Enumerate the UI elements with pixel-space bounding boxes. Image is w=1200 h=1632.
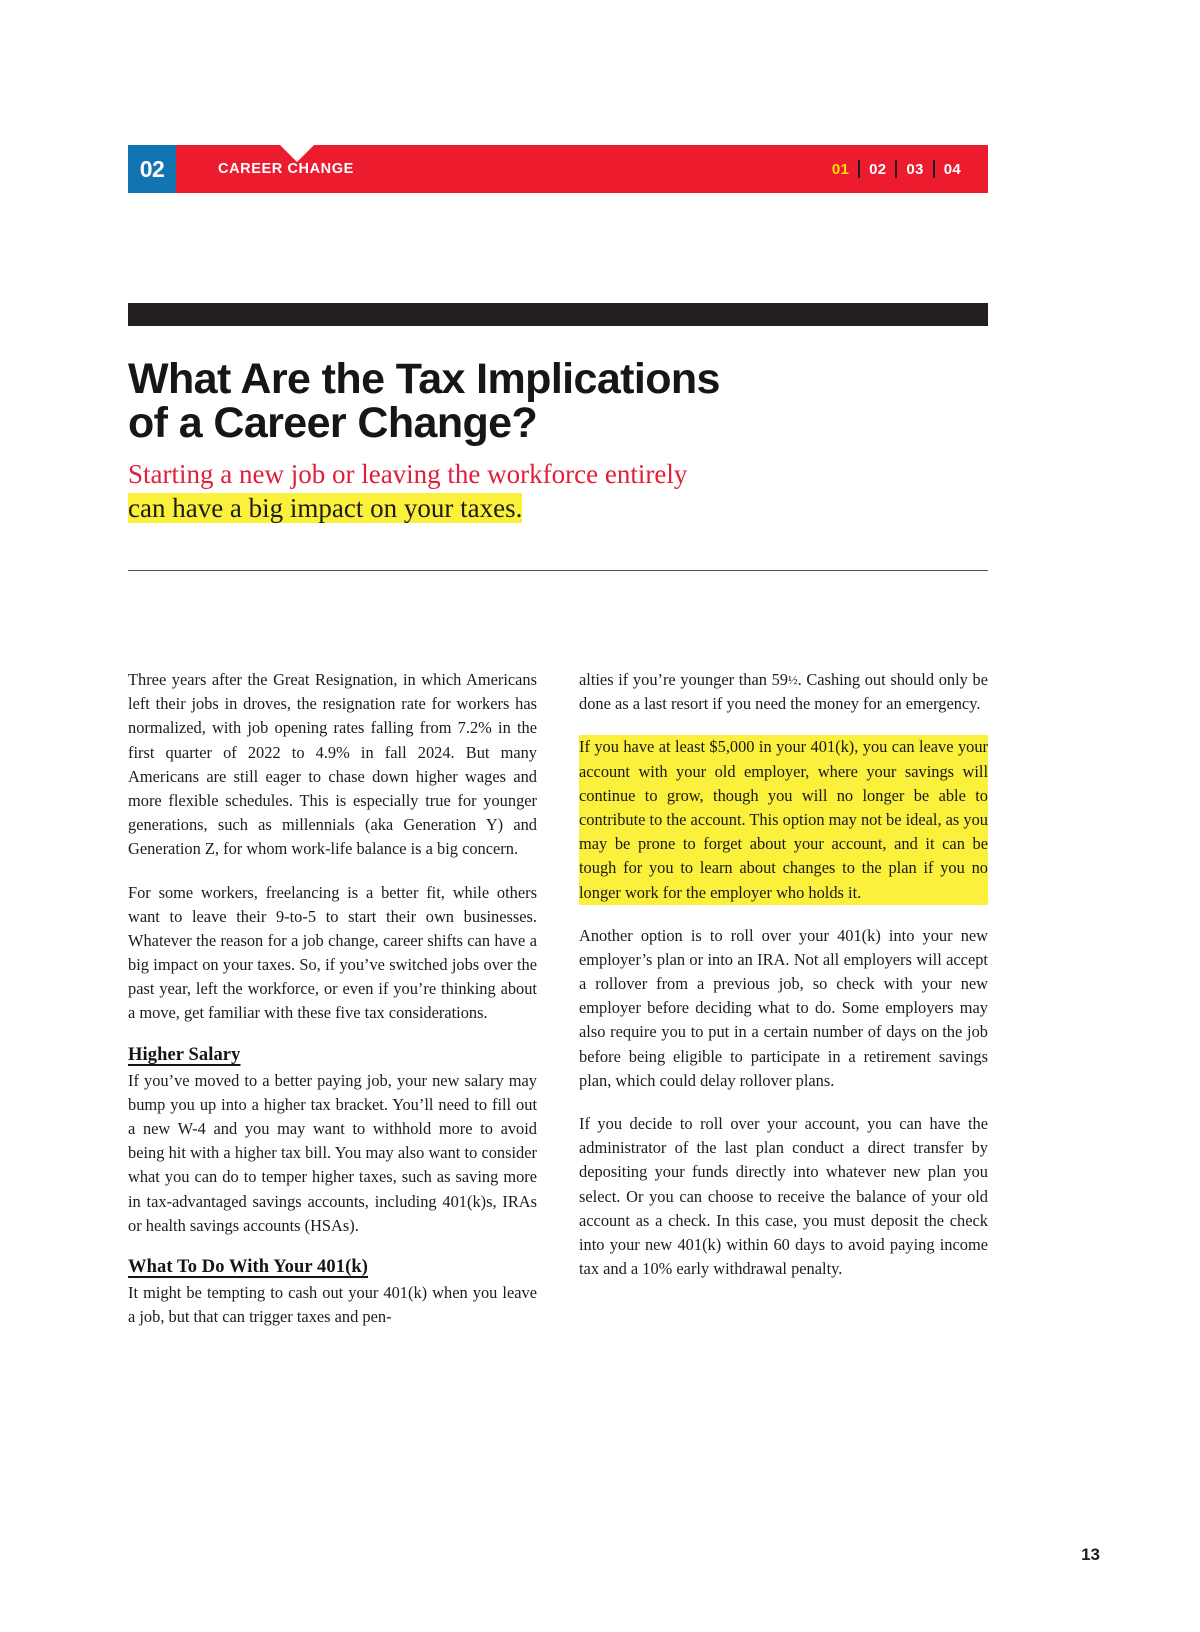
paragraph-text-part-1: alties if you’re younger than 59 (579, 670, 788, 689)
deck-line-2-wrapper (128, 491, 858, 526)
body-paragraph-continued (579, 668, 988, 716)
paragraph-text-part-2: . Cashing out should only be done as a last resort if you need the money for an emergency. (579, 670, 988, 714)
page-number: 13 (1081, 1545, 1100, 1564)
chapter-number-chip (128, 145, 176, 193)
deck-line-2: can have a big impact on your taxes. (128, 493, 523, 524)
article-title-block (128, 355, 998, 526)
fraction-one-half: ½ (788, 672, 798, 687)
highlighted-paragraph: If you have at least $5,000 in your 401(k), you can leave your account with your old employer, where your savings will continue to grow, though you will no longer be able to contribute to the account. This option may not be ideal, as you may be prone to forget about your account, and it can be tough for you to learn about changes to the plan if you no longer work for the employer who holds it. (579, 735, 988, 904)
pager-item-01[interactable]: 01 (831, 160, 850, 178)
pager-item-04[interactable]: 04 (943, 160, 961, 178)
title-divider-rule (128, 570, 988, 571)
left-column (128, 668, 537, 1329)
deck-line-1: Starting a new job or leaving the workforce entirely (128, 458, 688, 489)
banner-notch-triangle-icon (280, 145, 314, 162)
chapter-number-label: 02 (139, 155, 165, 182)
section-label: CAREER CHANGE (218, 161, 354, 177)
body-paragraph: If you’ve moved to a better paying job, your new salary may bump you up into a higher tax bracket. You’ll need to fill out a new W-4 and you may want to withhold more to avoid being hit with a higher tax bill. You may also want to consider what you can do to temper higher taxes, such as saving more in tax-advantaged savings accounts, including 401(k)s, IRAs or health savings accounts (HSAs). (128, 1070, 537, 1235)
body-paragraph: Another option is to roll over your 401(k) into your new employer’s plan or into an IRA. Not all employers will accept a rollover from a previous job, so check with your new employer before deciding what to do. Some employers may also require you to put in a certain number of days on the job before being eligible to participate in a retirement savings plan, which could delay rollover plans. (579, 925, 988, 1090)
subheading-what-to-do-with-your-401k: What To Do With Your 401(k) (128, 1256, 369, 1277)
body-paragraph: Three years after the Great Resignation, in which Americans left their jobs in droves, the resignation rate for workers has normalized, with job opening rates falling from 7.2% in the first quarter of 2022 to 4.9% in fall 2024. But many Americans are still eager to chase down higher wages and more flexible schedules. This is especially true for younger generations, such as millennials (aka Generation Y) and Generation Z, for whom work-life balance is a big concern. (128, 670, 537, 859)
body-paragraph: If you decide to roll over your account, you can have the administrator of the last plan conduct a direct transfer by depositing your funds directly into whatever new plan you select. Or you can choose to receive the balance of your old account as a check. In this case, you must deposit the check into your new 401(k) within 60 days to avoid paying income tax and a 10% early withdrawal penalty. (579, 1114, 988, 1279)
section-banner (176, 145, 988, 193)
headline-line-2: of a Career Change? (128, 398, 538, 447)
right-column (579, 668, 988, 1329)
pager-item-02[interactable]: 02 (869, 160, 887, 178)
headline-line-1: What Are the Tax Implications (128, 355, 720, 403)
section-pager (823, 160, 970, 178)
body-paragraph: For some workers, freelancing is a better fit, while others want to leave their 9-to-5 to start their own businesses. Whatever the reason for a job change, career shifts can have a big impact on your taxes. So, if you’ve switched jobs over the past year, left the workforce, or even if you’re thinking about a move, get familiar with these five tax considerations. (128, 882, 537, 1023)
pager-item-03[interactable]: 03 (906, 160, 924, 178)
headline-top-rule (128, 303, 988, 326)
body-paragraph: It might be tempting to cash out your 401(k) when you leave a job, but that can trigger taxes and pen- (128, 1282, 537, 1327)
article-deck (128, 457, 858, 526)
page-title (128, 355, 808, 447)
subheading-higher-salary: Higher Salary (128, 1044, 241, 1065)
running-header (128, 145, 988, 193)
article-body (128, 668, 988, 1329)
